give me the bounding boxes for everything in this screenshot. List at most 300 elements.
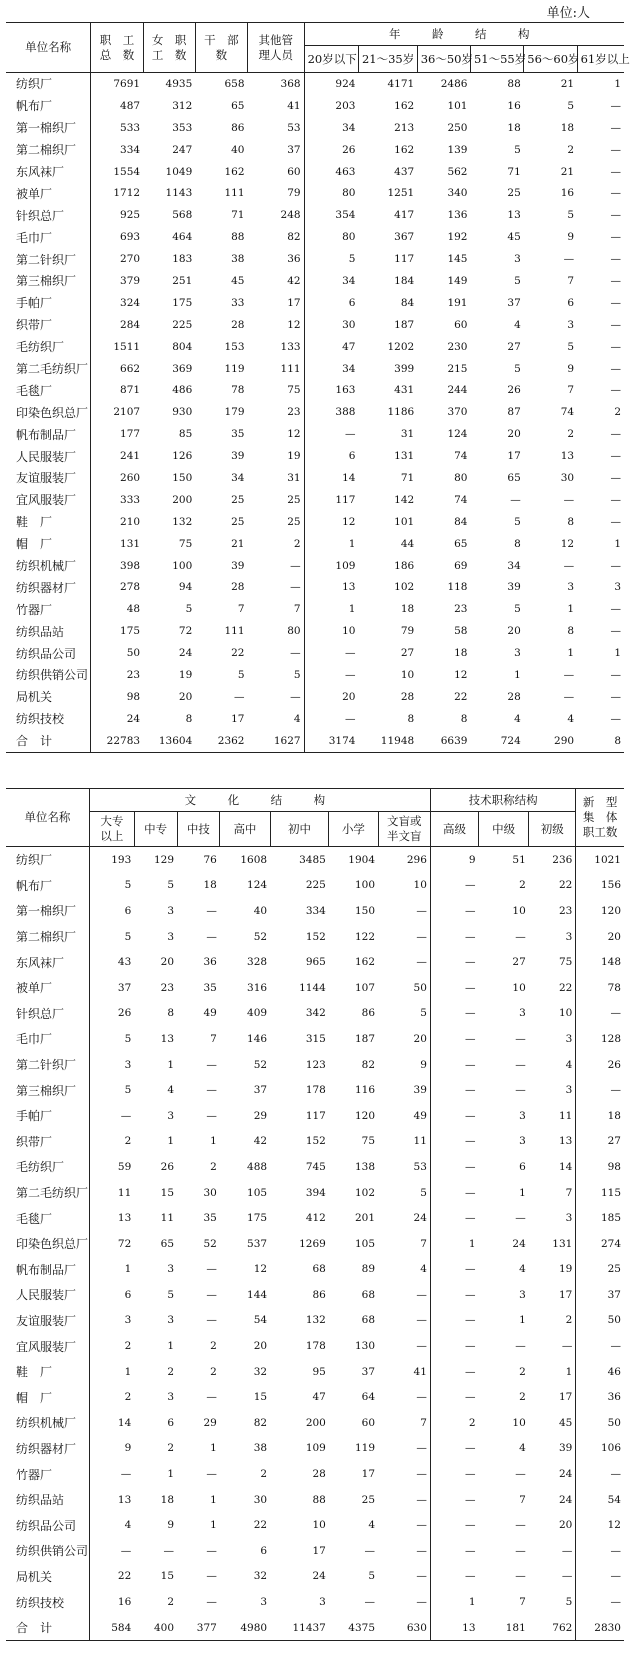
unit-name-cell: 局机关 — [6, 686, 91, 708]
value-cell: 925 — [120, 209, 141, 222]
value-cell: 175 — [172, 296, 193, 309]
value-cell: 75 — [529, 949, 576, 975]
value-cell: 334 — [120, 143, 141, 156]
value-cell: 65 — [454, 537, 468, 550]
value-cell: 75 — [361, 1135, 376, 1148]
value-cell: 8 — [185, 712, 193, 725]
unit-name-cell: 第二棉织厂 — [6, 924, 89, 950]
value-cell: 215 — [447, 362, 468, 375]
value-cell: 13 — [529, 1129, 576, 1155]
value-cell: 58 — [454, 625, 468, 638]
header-technical-title-structure: 技术职称结构 — [430, 789, 575, 812]
value-cell: 146 — [247, 1032, 268, 1045]
value-cell: 30 — [342, 318, 356, 331]
unit-name-cell: 帆布制品厂 — [6, 1257, 89, 1283]
value-cell: — — [563, 559, 575, 572]
value-cell: 31 — [248, 467, 305, 489]
value-cell: 1 — [210, 1442, 217, 1455]
unit-name-cell: 第三棉织厂 — [6, 270, 91, 292]
value-cell: 44 — [400, 537, 415, 550]
table-row — [6, 708, 624, 730]
value-cell: 13 — [430, 1615, 478, 1641]
unit-name-cell: 纺织器材厂 — [6, 576, 91, 598]
value-cell: 1712 — [113, 187, 141, 200]
value-cell: 486 — [172, 384, 193, 397]
value-cell: 86 — [312, 1288, 326, 1301]
table-row — [6, 1384, 624, 1410]
value-cell: 185 — [600, 1212, 621, 1225]
value-cell: 37 — [607, 1288, 621, 1301]
value-cell: 192 — [447, 231, 468, 244]
value-cell: 2 — [567, 428, 575, 441]
unit-name-cell: 毛毯厂 — [6, 379, 91, 401]
table-row — [6, 1282, 624, 1308]
value-cell: 34 — [342, 274, 356, 287]
value-cell: 379 — [120, 274, 141, 287]
value-cell: 1554 — [113, 165, 141, 178]
header-age-band: 21～35岁 — [358, 46, 417, 73]
value-cell: 5 — [567, 340, 575, 353]
value-cell: 2 — [124, 1391, 132, 1404]
value-cell: 53 — [248, 117, 305, 139]
value-cell: — — [515, 1058, 526, 1071]
value-cell: 28 — [231, 318, 245, 331]
value-cell: 26 — [607, 1058, 621, 1071]
value-cell: 965 — [305, 956, 326, 969]
value-cell: 1049 — [165, 165, 193, 178]
value-cell: 399 — [394, 362, 415, 375]
value-cell: 84 — [400, 296, 415, 309]
value-cell: 5 — [378, 1180, 430, 1206]
value-cell: — — [610, 318, 621, 331]
value-cell: 39 — [507, 581, 521, 594]
value-cell: 52 — [253, 1058, 268, 1071]
unit-name-cell: 针织总厂 — [6, 204, 91, 226]
header-education-level: 初中 — [270, 812, 329, 847]
value-cell: 105 — [354, 1237, 376, 1250]
value-cell: 175 — [247, 1212, 268, 1225]
table-row — [6, 1564, 624, 1590]
value-cell: — — [234, 690, 245, 703]
unit-name-cell: 纺织品公司 — [6, 1512, 89, 1538]
value-cell: 568 — [172, 209, 193, 222]
value-cell: 2 — [567, 143, 575, 156]
value-cell: 124 — [447, 428, 468, 441]
value-cell: 248 — [248, 204, 305, 226]
total-row — [6, 1615, 624, 1641]
value-cell: 1 — [529, 1359, 576, 1385]
value-cell: 9 — [124, 1442, 132, 1455]
value-cell: 39 — [378, 1077, 430, 1103]
value-cell: — — [465, 930, 476, 943]
value-cell: — — [610, 1084, 621, 1097]
table-row — [6, 533, 624, 555]
header-title-level: 初级 — [529, 812, 576, 847]
value-cell: 71 — [231, 209, 245, 222]
value-cell: 37 — [361, 1365, 376, 1378]
value-cell: 3 — [514, 253, 521, 266]
value-cell: — — [120, 1468, 132, 1481]
value-cell: 7 — [529, 1180, 576, 1206]
value-cell: 431 — [394, 384, 415, 397]
table-row — [6, 1512, 624, 1538]
table-row — [6, 1257, 624, 1283]
value-cell: 191 — [447, 296, 468, 309]
value-cell: 1608 — [240, 853, 268, 866]
value-cell: — — [465, 1109, 476, 1122]
value-cell: 65 — [507, 471, 521, 484]
value-cell: 74 — [454, 450, 468, 463]
value-cell: — — [610, 99, 621, 112]
value-cell: 86 — [361, 1007, 376, 1020]
value-cell: 7 — [378, 1231, 430, 1257]
education-structure-table — [6, 788, 624, 1641]
value-cell: 18 — [507, 121, 521, 134]
value-cell: 488 — [247, 1160, 268, 1173]
value-cell: 38 — [231, 253, 245, 266]
value-cell: 7 — [210, 1032, 217, 1045]
value-cell: 3 — [167, 1263, 175, 1276]
value-cell: 340 — [447, 187, 468, 200]
value-cell: 24 — [512, 1237, 526, 1250]
value-cell: 4 — [167, 1084, 175, 1097]
value-cell: 109 — [335, 559, 356, 572]
value-cell: — — [378, 1487, 430, 1513]
value-cell: 80 — [454, 471, 468, 484]
value-cell: 4171 — [387, 77, 415, 90]
value-cell: 71 — [400, 471, 415, 484]
value-cell: 7 — [567, 274, 575, 287]
value-cell: 17 — [361, 1468, 376, 1481]
value-cell: — — [610, 625, 621, 638]
value-cell: — — [465, 1493, 476, 1506]
unit-name-cell: 竹器厂 — [6, 598, 91, 620]
value-cell: 3 — [529, 1026, 576, 1052]
table-row — [6, 117, 624, 139]
value-cell: 71 — [507, 165, 521, 178]
value-cell: — — [206, 1084, 217, 1097]
value-cell: 6 — [260, 1544, 268, 1557]
value-cell: 105 — [247, 1186, 268, 1199]
value-cell: 12 — [248, 423, 305, 445]
value-cell: 120 — [600, 904, 621, 917]
value-cell: 193 — [111, 853, 132, 866]
unit-name-cell: 友谊服装厂 — [6, 467, 91, 489]
value-cell: 102 — [354, 1186, 376, 1199]
value-cell: 136 — [447, 209, 468, 222]
table-row — [6, 1461, 624, 1487]
value-cell: 36 — [607, 1391, 621, 1404]
value-cell: 284 — [120, 318, 141, 331]
value-cell: 100 — [172, 559, 193, 572]
value-cell: 5 — [167, 879, 175, 892]
value-cell: — — [610, 231, 621, 244]
value-cell: — — [163, 1544, 175, 1557]
value-cell: 13 — [342, 581, 356, 594]
table-row — [6, 686, 624, 708]
value-cell: 178 — [305, 1340, 326, 1353]
value-cell: — — [465, 1391, 476, 1404]
header-education-level: 小学 — [329, 812, 378, 847]
unit-name-cell: 东风袜厂 — [6, 161, 91, 183]
value-cell: 3 — [519, 1109, 526, 1122]
header-age-band: 36～50岁 — [417, 46, 470, 73]
value-cell: 4375 — [329, 1615, 378, 1641]
value-cell: 662 — [120, 362, 141, 375]
value-cell: 32 — [253, 1365, 268, 1378]
value-cell: — — [610, 209, 621, 222]
value-cell: 22 — [529, 975, 576, 1001]
value-cell: — — [610, 1596, 621, 1609]
value-cell: 3 — [519, 1007, 526, 1020]
value-cell: — — [378, 924, 430, 950]
value-cell: — — [610, 559, 621, 572]
unit-name-cell: 纺织厂 — [6, 73, 91, 95]
value-cell: 354 — [335, 209, 356, 222]
age-table-body — [6, 73, 624, 753]
value-cell: 36 — [248, 248, 305, 270]
table-row — [6, 1436, 624, 1462]
unit-name-cell: 毛毯厂 — [6, 1205, 89, 1231]
value-cell: 290 — [524, 730, 577, 752]
value-cell: 88 — [312, 1493, 326, 1506]
value-cell: 274 — [600, 1237, 621, 1250]
value-cell: — — [364, 1596, 376, 1609]
unit-name-cell: 手帕厂 — [6, 1103, 89, 1129]
value-cell: — — [206, 930, 217, 943]
value-cell: 50 — [607, 1314, 621, 1327]
value-cell: — — [465, 956, 476, 969]
value-cell: 163 — [335, 384, 356, 397]
value-cell: 12 — [253, 1263, 268, 1276]
value-cell: 184 — [394, 274, 415, 287]
value-cell: 5 — [514, 143, 521, 156]
table-row — [6, 489, 624, 511]
table-row — [6, 1154, 624, 1180]
table-row — [6, 358, 624, 380]
value-cell: 1511 — [113, 340, 141, 353]
value-cell: 4 — [248, 708, 305, 730]
table-row — [6, 1077, 624, 1103]
value-cell: 13 — [160, 1032, 175, 1045]
value-cell: 4980 — [220, 1615, 270, 1641]
value-cell: — — [465, 1365, 476, 1378]
value-cell: 30 — [203, 1186, 217, 1199]
value-cell: 94 — [178, 581, 193, 594]
value-cell: — — [465, 904, 476, 917]
value-cell: 2 — [519, 1365, 526, 1378]
unit-name-cell: 纺织供销公司 — [6, 1538, 89, 1564]
value-cell: 270 — [120, 253, 141, 266]
table-row — [6, 182, 624, 204]
value-cell: — — [344, 668, 356, 681]
value-cell: 183 — [172, 253, 193, 266]
value-cell: 1144 — [299, 981, 326, 994]
value-cell: — — [206, 1288, 217, 1301]
value-cell: 130 — [354, 1340, 376, 1353]
value-cell: — — [515, 1032, 526, 1045]
value-cell: 82 — [361, 1058, 376, 1071]
value-cell: 52 — [203, 1237, 217, 1250]
value-cell: 80 — [248, 620, 305, 642]
unit-name-cell: 合 计 — [6, 730, 91, 752]
value-cell: — — [344, 428, 356, 441]
value-cell: 31 — [400, 428, 415, 441]
value-cell: 15 — [253, 1391, 268, 1404]
value-cell: 181 — [479, 1615, 529, 1641]
value-cell: 18 — [203, 879, 217, 892]
value-cell: 3 — [167, 904, 175, 917]
header-education-level: 文盲或 半文盲 — [378, 812, 430, 847]
value-cell: 3174 — [304, 730, 358, 752]
unit-name-cell: 印染色织总厂 — [6, 1231, 89, 1257]
unit-name-cell: 织带厂 — [6, 1129, 89, 1155]
value-cell: — — [610, 143, 621, 156]
value-cell: 89 — [361, 1263, 376, 1276]
value-cell: 316 — [247, 981, 268, 994]
value-cell: 412 — [305, 1212, 326, 1225]
unit-name-cell: 纺织厂 — [6, 847, 89, 873]
value-cell: 59 — [117, 1160, 132, 1173]
value-cell: 16 — [507, 99, 521, 112]
value-cell: — — [344, 712, 356, 725]
value-cell: 116 — [354, 1084, 376, 1097]
value-cell: 149 — [447, 274, 468, 287]
value-cell: 152 — [305, 930, 326, 943]
value-cell: 6 — [348, 296, 356, 309]
table-row — [6, 314, 624, 336]
value-cell: 334 — [305, 904, 326, 917]
value-cell: 244 — [447, 384, 468, 397]
value-cell: 19 — [178, 668, 193, 681]
value-cell: 86 — [231, 121, 245, 134]
value-cell: 278 — [120, 581, 141, 594]
unit-name-cell: 毛巾厂 — [6, 1026, 89, 1052]
value-cell: 3 — [260, 1596, 268, 1609]
total-row — [6, 730, 624, 752]
value-cell: 115 — [600, 1186, 621, 1199]
value-cell: 87 — [507, 406, 521, 419]
value-cell: — — [515, 1544, 526, 1557]
value-cell: 69 — [454, 559, 468, 572]
value-cell: 400 — [134, 1615, 177, 1641]
value-cell: 5 — [185, 603, 193, 616]
value-cell: 131 — [529, 1231, 576, 1257]
value-cell: 148 — [600, 956, 621, 969]
value-cell: 26 — [342, 143, 356, 156]
age-table-header — [6, 23, 630, 73]
value-cell: 150 — [172, 471, 193, 484]
value-cell: — — [465, 1442, 476, 1455]
value-cell: 20 — [507, 625, 521, 638]
value-cell: 3485 — [299, 853, 326, 866]
table-row — [6, 949, 624, 975]
value-cell: 693 — [120, 231, 141, 244]
value-cell: 260 — [120, 471, 141, 484]
value-cell: — — [529, 1538, 576, 1564]
value-cell: 2 — [468, 1416, 476, 1429]
value-cell: 123 — [305, 1058, 326, 1071]
value-cell: 24 — [312, 1570, 326, 1583]
value-cell: 25 — [607, 1263, 621, 1276]
value-cell: 13 — [117, 1493, 132, 1506]
value-cell: 8 — [567, 625, 575, 638]
value-cell: 5 — [348, 253, 356, 266]
value-cell: — — [364, 1544, 376, 1557]
value-cell: 6 — [124, 1288, 132, 1301]
unit-name-cell: 第二棉织厂 — [6, 139, 91, 161]
value-cell: 14 — [529, 1154, 576, 1180]
table-row — [6, 924, 624, 950]
value-cell: 52 — [253, 930, 268, 943]
value-cell: 10 — [512, 1416, 526, 1429]
value-cell: 54 — [253, 1314, 268, 1327]
value-cell: 14 — [342, 471, 356, 484]
table-row — [6, 139, 624, 161]
value-cell: — — [515, 1212, 526, 1225]
value-cell: 28 — [231, 581, 245, 594]
value-cell: 200 — [172, 493, 193, 506]
value-cell: 25 — [361, 1493, 376, 1506]
value-cell: 152 — [305, 1135, 326, 1148]
value-cell: 46 — [607, 1365, 621, 1378]
unit-name-cell: 纺织机械厂 — [6, 555, 91, 577]
value-cell: 124 — [247, 879, 268, 892]
value-cell: 78 — [231, 384, 245, 397]
value-cell: 13604 — [143, 730, 195, 752]
value-cell: 1 — [348, 537, 356, 550]
value-cell: 11948 — [358, 730, 417, 752]
value-cell: 150 — [354, 904, 376, 917]
value-cell: — — [465, 981, 476, 994]
header-cadre: 干 部 数 — [195, 23, 247, 73]
unit-name-cell: 人民服装厂 — [6, 1282, 89, 1308]
value-cell: — — [120, 1544, 132, 1557]
value-cell: 2 — [210, 1160, 217, 1173]
value-cell: 128 — [600, 1032, 621, 1045]
value-cell: 20 — [607, 930, 621, 943]
unit-name-cell: 织带厂 — [6, 314, 91, 336]
value-cell: 98 — [607, 1160, 621, 1173]
value-cell: 2 — [210, 1365, 217, 1378]
value-cell: 33 — [231, 296, 245, 309]
value-cell: 5 — [514, 274, 521, 287]
value-cell: 22 — [117, 1570, 132, 1583]
value-cell: 9 — [567, 231, 575, 244]
value-cell: 11 — [117, 1186, 132, 1199]
value-cell: 3 — [167, 1109, 175, 1122]
value-cell: 6 — [124, 904, 132, 917]
value-cell: 324 — [120, 296, 141, 309]
value-cell: 2362 — [195, 730, 247, 752]
value-cell: 1 — [167, 1135, 175, 1148]
value-cell: 40 — [253, 904, 268, 917]
value-cell: — — [563, 668, 575, 681]
value-cell: 119 — [354, 1442, 376, 1455]
value-cell: 102 — [394, 581, 415, 594]
table-row — [6, 73, 624, 95]
value-cell: 68 — [361, 1314, 376, 1327]
unit-name-cell: 毛纺织厂 — [6, 336, 91, 358]
value-cell: 12 — [342, 515, 356, 528]
value-cell: 82 — [253, 1416, 268, 1429]
value-cell: — — [206, 1109, 217, 1122]
value-cell: 187 — [394, 318, 415, 331]
value-cell: 1904 — [348, 853, 376, 866]
unit-name-cell: 纺织供销公司 — [6, 664, 91, 686]
value-cell: 5 — [514, 603, 521, 616]
unit-name-cell: 印染色织总厂 — [6, 401, 91, 423]
